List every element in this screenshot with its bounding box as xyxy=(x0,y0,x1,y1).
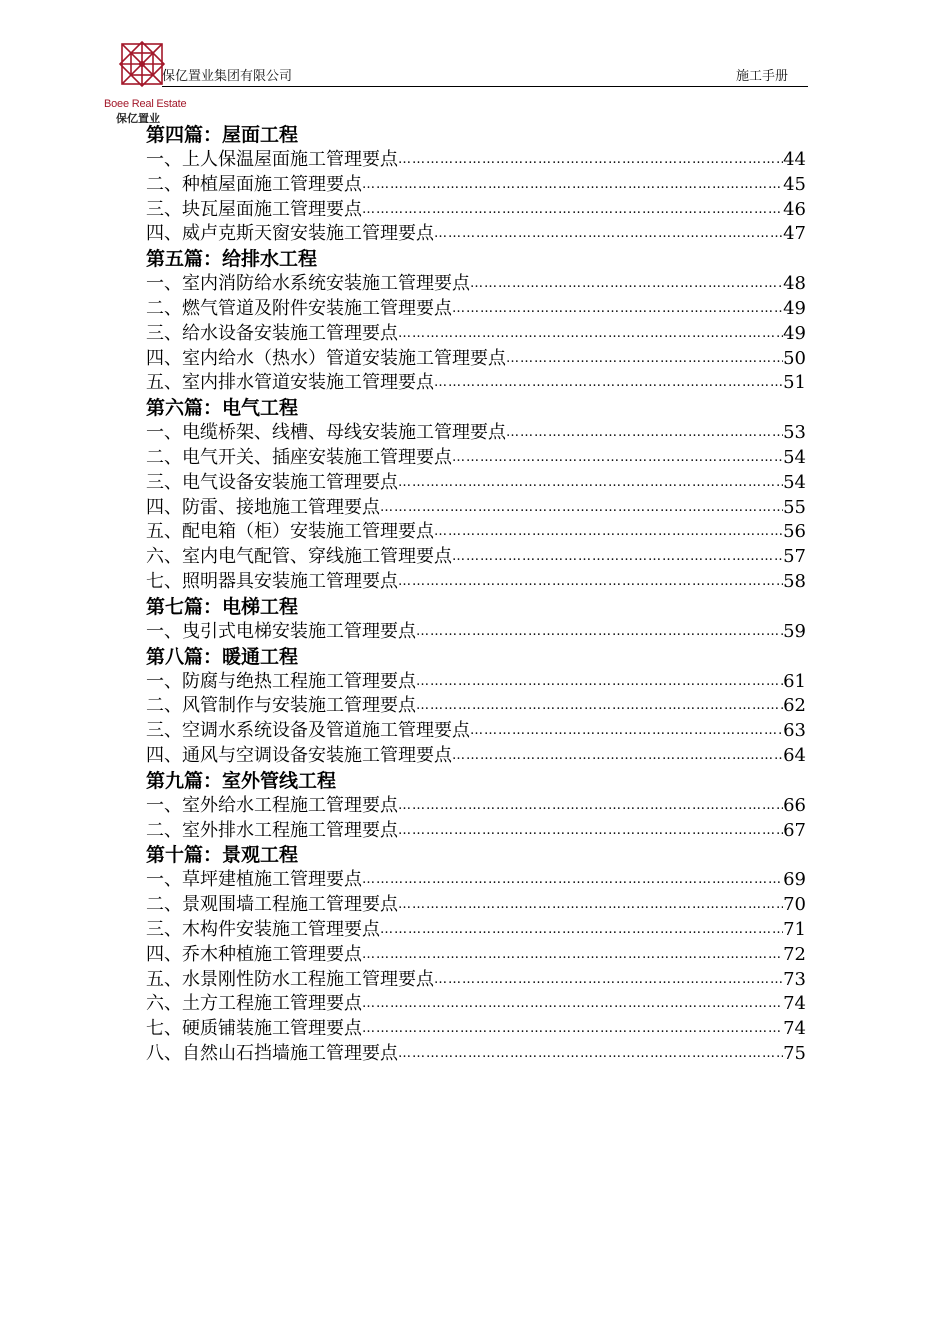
toc-dot-leader xyxy=(452,297,783,322)
toc-entry-title: 三、电气设备安装施工管理要点 xyxy=(146,471,398,493)
toc-entry-title: 一、上人保温屋面施工管理要点 xyxy=(146,149,398,170)
toc-page-number: 61 xyxy=(783,670,806,692)
logo-mark-icon xyxy=(118,40,168,96)
toc-dot-leader xyxy=(434,968,783,993)
toc-dot-leader xyxy=(380,918,783,943)
toc-dot-leader xyxy=(416,620,783,645)
toc-page-number: 74 xyxy=(783,1018,806,1040)
toc-dot-leader xyxy=(398,1042,783,1067)
toc-page-number: 72 xyxy=(783,943,806,965)
toc-entry-title: 四、通风与空调设备安装施工管理要点 xyxy=(146,744,452,766)
toc-part-heading: 第六篇：电气工程 xyxy=(146,397,299,420)
toc-dot-leader xyxy=(416,670,783,695)
toc-entry-title: 八、自然山石挡墙施工管理要点 xyxy=(146,1042,398,1064)
toc-page-number: 49 xyxy=(783,297,806,319)
toc-page-number: 44 xyxy=(783,149,806,170)
toc-dot-leader xyxy=(434,520,783,545)
toc-entry[interactable] xyxy=(146,670,806,695)
toc-dot-leader xyxy=(362,173,783,198)
table-of-contents xyxy=(146,123,806,1067)
toc-entry-title: 一、电缆桥架、线槽、母线安装施工管理要点 xyxy=(146,422,506,444)
toc-part-heading: 第八篇：暖通工程 xyxy=(146,645,299,668)
toc-entry-title: 二、电气开关、插座安装施工管理要点 xyxy=(146,446,452,468)
toc-dot-leader xyxy=(452,744,783,769)
toc-entry-title: 五、水景刚性防水工程施工管理要点 xyxy=(146,968,434,990)
toc-entry-title: 二、风管制作与安装施工管理要点 xyxy=(146,695,416,717)
toc-entry-title: 七、硬质铺装施工管理要点 xyxy=(146,1018,362,1040)
toc-entry[interactable] xyxy=(146,471,806,496)
toc-entry-title: 一、曳引式电梯安装施工管理要点 xyxy=(146,620,416,642)
toc-entry[interactable] xyxy=(146,371,806,396)
toc-entry[interactable] xyxy=(146,198,806,223)
toc-dot-leader xyxy=(398,322,783,347)
toc-page-number: 67 xyxy=(783,819,806,841)
toc-dot-leader xyxy=(398,570,783,595)
toc-page-number: 45 xyxy=(783,173,806,195)
toc-page-number: 51 xyxy=(783,372,806,394)
toc-entry-title: 五、配电箱（柜）安装施工管理要点 xyxy=(146,521,434,543)
toc-dot-leader xyxy=(362,992,783,1017)
toc-dot-leader xyxy=(362,868,783,893)
toc-dot-leader xyxy=(362,1017,783,1042)
toc-dot-leader xyxy=(506,421,783,446)
toc-dot-leader xyxy=(470,719,783,744)
toc-dot-leader xyxy=(470,272,783,297)
toc-page-number: 64 xyxy=(783,744,806,766)
toc-entry-title: 四、乔木种植施工管理要点 xyxy=(146,943,362,965)
toc-entry[interactable] xyxy=(146,694,806,719)
toc-page-number: 62 xyxy=(783,695,806,717)
toc-entry[interactable] xyxy=(146,173,806,198)
toc-entry[interactable] xyxy=(146,520,806,545)
toc-entry[interactable] xyxy=(146,794,806,819)
toc-page-number: 73 xyxy=(783,968,806,990)
toc-entry[interactable] xyxy=(146,570,806,595)
toc-page-number: 54 xyxy=(783,471,806,493)
toc-entry-title: 二、种植屋面施工管理要点 xyxy=(146,173,362,195)
toc-entry-title: 四、防雷、接地施工管理要点 xyxy=(146,496,380,518)
toc-page-number: 47 xyxy=(783,223,806,245)
toc-page-number: 55 xyxy=(783,496,806,518)
toc-dot-leader xyxy=(398,819,783,844)
toc-page-number: 53 xyxy=(783,422,806,444)
toc-dot-leader xyxy=(398,794,783,819)
toc-entry[interactable] xyxy=(146,446,806,471)
logo-english-text: Boee Real Estate xyxy=(104,98,187,110)
toc-page-number: 54 xyxy=(783,446,806,468)
toc-dot-leader xyxy=(506,347,783,372)
toc-entry[interactable] xyxy=(146,943,806,968)
toc-page-number: 49 xyxy=(783,322,806,344)
toc-page-number: 50 xyxy=(783,347,806,369)
toc-entry[interactable] xyxy=(146,744,806,769)
toc-entry[interactable] xyxy=(146,322,806,347)
toc-entry-title: 一、草坪建植施工管理要点 xyxy=(146,869,362,891)
toc-entry[interactable] xyxy=(146,148,806,173)
company-name: 保亿置业集团有限公司 xyxy=(162,69,293,84)
toc-dot-leader xyxy=(362,943,783,968)
toc-entry-title: 五、室内排水管道安装施工管理要点 xyxy=(146,372,434,394)
toc-dot-leader xyxy=(452,446,783,471)
toc-dot-leader xyxy=(380,496,783,521)
toc-dot-leader xyxy=(434,222,783,247)
toc-dot-leader xyxy=(434,371,783,396)
toc-entry[interactable] xyxy=(146,496,806,521)
toc-entry-title: 七、照明器具安装施工管理要点 xyxy=(146,570,398,592)
toc-entry[interactable] xyxy=(146,545,806,570)
toc-entry[interactable] xyxy=(146,893,806,918)
toc-entry-title: 三、给水设备安装施工管理要点 xyxy=(146,322,398,344)
toc-dot-leader xyxy=(362,198,783,223)
toc-entry[interactable] xyxy=(146,868,806,893)
toc-entry-title: 二、室外排水工程施工管理要点 xyxy=(146,819,398,841)
toc-entry[interactable] xyxy=(146,1042,806,1067)
toc-part-heading: 第五篇：给排水工程 xyxy=(146,248,318,271)
toc-entry[interactable] xyxy=(146,620,806,645)
logo-chinese-text: 保亿置业 xyxy=(116,112,160,125)
toc-dot-leader xyxy=(398,148,783,173)
toc-dot-leader xyxy=(398,471,783,496)
toc-entry-title: 一、室外给水工程施工管理要点 xyxy=(146,794,398,816)
toc-page-number: 71 xyxy=(783,918,806,940)
toc-part-heading: 第四篇：屋面工程 xyxy=(146,124,299,146)
toc-dot-leader xyxy=(398,893,783,918)
header-rule xyxy=(162,86,808,87)
toc-entry-title: 六、室内电气配管、穿线施工管理要点 xyxy=(146,546,452,568)
toc-page-number: 69 xyxy=(783,869,806,891)
toc-entry[interactable] xyxy=(146,421,806,446)
toc-entry[interactable] xyxy=(146,222,806,247)
toc-entry[interactable] xyxy=(146,297,806,322)
toc-entry[interactable] xyxy=(146,719,806,744)
toc-entry-title: 一、室内消防给水系统安装施工管理要点 xyxy=(146,273,470,295)
toc-page-number: 58 xyxy=(783,570,806,592)
toc-entry[interactable] xyxy=(146,992,806,1017)
toc-entry-title: 六、土方工程施工管理要点 xyxy=(146,993,362,1015)
toc-entry[interactable] xyxy=(146,918,806,943)
toc-page-number: 59 xyxy=(783,620,806,642)
toc-page-number: 74 xyxy=(783,993,806,1015)
toc-entry-title: 四、威卢克斯天窗安装施工管理要点 xyxy=(146,223,434,245)
toc-page-number: 63 xyxy=(783,720,806,742)
toc-page-number: 70 xyxy=(783,894,806,916)
toc-entry-title: 三、空调水系统设备及管道施工管理要点 xyxy=(146,720,470,742)
toc-entry-title: 二、景观围墙工程施工管理要点 xyxy=(146,894,398,916)
toc-entry[interactable] xyxy=(146,1017,806,1042)
toc-part-heading: 第九篇：室外管线工程 xyxy=(146,769,337,792)
toc-part-heading: 第十篇：景观工程 xyxy=(146,844,299,867)
toc-entry-title: 二、燃气管道及附件安装施工管理要点 xyxy=(146,297,452,319)
toc-entry[interactable] xyxy=(146,819,806,844)
toc-part-heading: 第七篇：电梯工程 xyxy=(146,595,299,618)
toc-dot-leader xyxy=(416,694,783,719)
toc-entry-title: 一、防腐与绝热工程施工管理要点 xyxy=(146,670,416,692)
toc-entry-title: 四、室内给水（热水）管道安装施工管理要点 xyxy=(146,347,506,369)
toc-page-number: 75 xyxy=(783,1042,806,1064)
toc-page-number: 46 xyxy=(783,198,806,220)
toc-entry[interactable] xyxy=(146,272,806,297)
toc-page-number: 48 xyxy=(783,273,806,295)
document-title: 施工手册 xyxy=(735,69,788,84)
toc-entry[interactable] xyxy=(146,968,806,993)
toc-page-number: 57 xyxy=(783,546,806,568)
toc-dot-leader xyxy=(452,545,783,570)
toc-entry-title: 三、木构件安装施工管理要点 xyxy=(146,918,380,940)
page-header xyxy=(104,40,808,128)
toc-page-number: 56 xyxy=(783,521,806,543)
toc-entry-title: 三、块瓦屋面施工管理要点 xyxy=(146,198,362,220)
toc-entry[interactable] xyxy=(146,347,806,372)
toc-page-number: 66 xyxy=(783,794,806,816)
